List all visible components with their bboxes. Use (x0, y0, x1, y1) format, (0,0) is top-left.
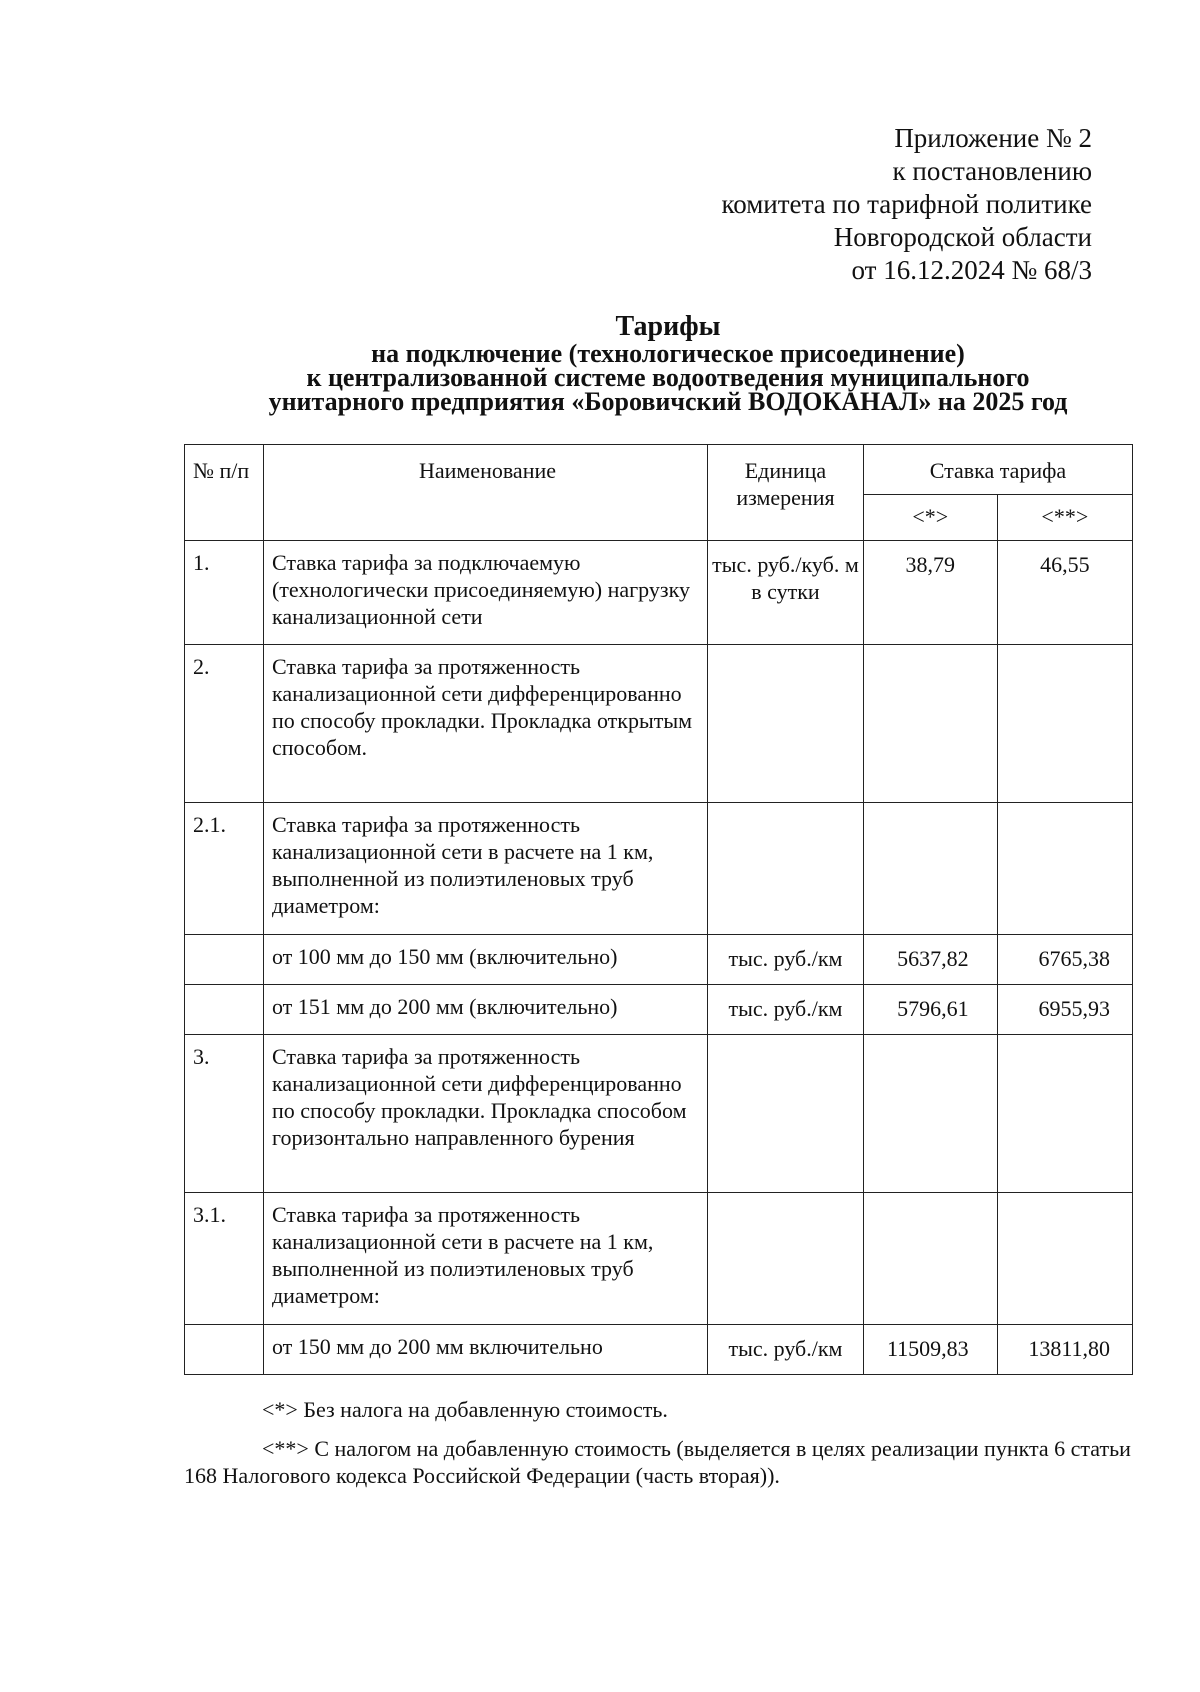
appendix-line: Приложение № 2 (894, 123, 1092, 153)
row-unit: тыс. руб./км (708, 985, 864, 1035)
row-rate-vat: 6765,38 (997, 935, 1132, 985)
row-name: Ставка тарифа за подключаемую (технологически присоединяемую) нагрузку канализационной сети (263, 541, 707, 645)
appendix-line: к постановлению (892, 156, 1092, 186)
header-rate-no-vat: <*> (863, 495, 997, 541)
row-rate-no-vat (863, 803, 997, 935)
row-name: от 150 мм до 200 мм включительно (263, 1325, 707, 1375)
row-rate-vat: 6955,93 (997, 985, 1132, 1035)
row-rate-vat (997, 1035, 1132, 1193)
header-rate: Ставка тарифа (863, 445, 1132, 495)
tariffs-table (184, 444, 1133, 1375)
row-name: от 151 мм до 200 мм (включительно) (263, 985, 707, 1035)
table-row (185, 541, 1133, 645)
table-row (185, 1035, 1133, 1193)
header-unit: Единица измерения (708, 445, 864, 541)
title-line: на подключение (технологическое присоединение) (371, 339, 965, 368)
row-num (185, 935, 264, 985)
footnote-vat: <**> С налогом на добавленную стоимость (выделяется в целях реализации пункта 6 статьи 168 Налогового кодекса Российской Федерации (часть вторая)). (184, 1436, 1131, 1488)
row-rate-no-vat: 5796,61 (863, 985, 997, 1035)
appendix-header (721, 122, 1092, 287)
row-unit (708, 1193, 864, 1325)
table-row (185, 985, 1133, 1035)
footnotes (184, 1396, 1134, 1489)
row-num (185, 1325, 264, 1375)
row-unit: тыс. руб./куб. м в сутки (708, 541, 864, 645)
row-name: Ставка тарифа за протяженность канализационной сети в расчете на 1 км, выполненной из полиэтиленовых труб диаметром: (263, 803, 707, 935)
row-name: Ставка тарифа за протяженность канализационной сети в расчете на 1 км, выполненной из полиэтиленовых труб диаметром: (263, 1193, 707, 1325)
row-rate-no-vat: 38,79 (863, 541, 997, 645)
document-title (0, 312, 1200, 414)
row-rate-no-vat (863, 645, 997, 803)
row-name: от 100 мм до 150 мм (включительно) (263, 935, 707, 985)
row-unit (708, 803, 864, 935)
row-rate-no-vat (863, 1035, 997, 1193)
title-line: к централизованной системе водоотведения муниципального (306, 363, 1030, 392)
row-num: 1. (185, 541, 264, 645)
row-unit: тыс. руб./км (708, 1325, 864, 1375)
row-num: 2. (185, 645, 264, 803)
row-rate-vat: 13811,80 (997, 1325, 1132, 1375)
row-rate-no-vat: 5637,82 (863, 935, 997, 985)
row-num: 3. (185, 1035, 264, 1193)
table-row (185, 803, 1133, 935)
appendix-line: Новгородской области (833, 222, 1092, 252)
row-rate-vat (997, 645, 1132, 803)
row-num (185, 985, 264, 1035)
row-rate-no-vat (863, 1193, 997, 1325)
footnote-no-vat: <*> Без налога на добавленную стоимость. (262, 1397, 668, 1422)
row-num: 2.1. (185, 803, 264, 935)
row-rate-vat (997, 803, 1132, 935)
header-name: Наименование (263, 445, 707, 541)
row-unit: тыс. руб./км (708, 935, 864, 985)
header-rate-vat: <**> (997, 495, 1132, 541)
row-unit (708, 645, 864, 803)
row-name: Ставка тарифа за протяженность канализационной сети дифференцированно по способу прокладки. Прокладка открытым способом. (263, 645, 707, 803)
table-row (185, 1193, 1133, 1325)
appendix-line: от 16.12.2024 № 68/3 (851, 255, 1092, 285)
row-name: Ставка тарифа за протяженность канализационной сети дифференцированно по способу прокладки. Прокладка способом горизонтально направленного бурения (263, 1035, 707, 1193)
appendix-line: комитета по тарифной политике (721, 189, 1092, 219)
title-line: унитарного предприятия «Боровичский ВОДОКАНАЛ» на 2025 год (268, 387, 1068, 416)
table-row (185, 1325, 1133, 1375)
table-row (185, 645, 1133, 803)
row-num: 3.1. (185, 1193, 264, 1325)
table-row (185, 935, 1133, 985)
header-num: № п/п (185, 445, 264, 541)
row-unit (708, 1035, 864, 1193)
title-line: Тарифы (615, 311, 721, 342)
row-rate-vat: 46,55 (997, 541, 1132, 645)
row-rate-no-vat: 11509,83 (863, 1325, 997, 1375)
row-rate-vat (997, 1193, 1132, 1325)
